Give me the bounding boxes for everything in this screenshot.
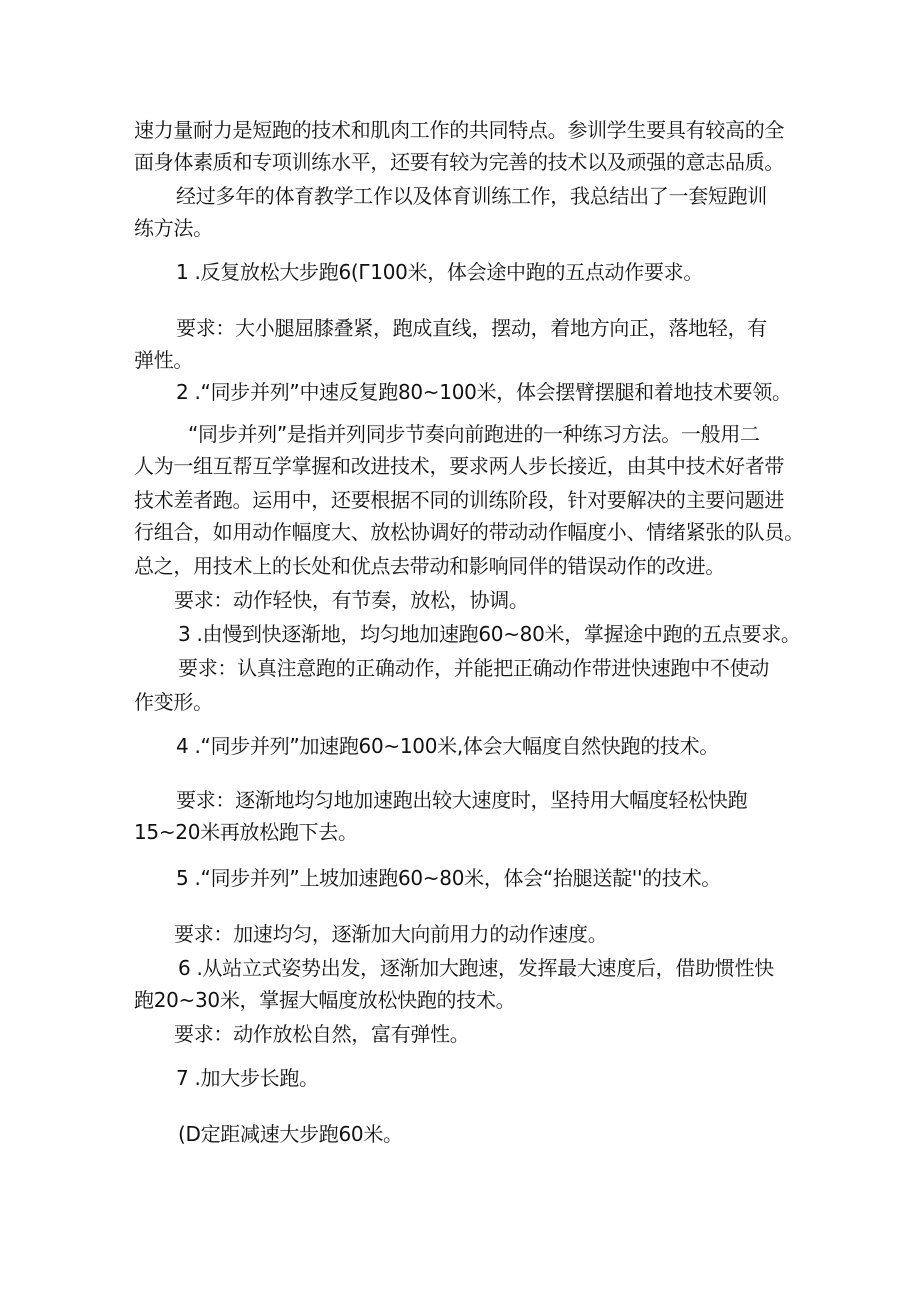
list-item-2: 2 .“同步并列”中速反复跑80~100米，体会摆臂摆腿和着地技术要领。 (176, 380, 792, 404)
text-line: 人为一组互帮互学掌握和改进技术，要求两人步长接近，由其中技术好者带 (134, 454, 785, 478)
list-item-7: 7 .加大步长跑。 (176, 1066, 319, 1090)
list-item-4: 4 .“同步并列”加速跑60~100米,体会大幅度自然快跑的技术。 (176, 734, 720, 758)
list-item-3: 3 .由慢到快逐渐地，均匀地加速跑60~80米，掌握途中跑的五点要求。 (178, 622, 801, 646)
text-line: 速力量耐力是短跑的技术和肌肉工作的共同特点。参训学生要具有较高的全 (134, 118, 785, 142)
requirement-text: 要求：大小腿屈膝叠紧，跑成直线，摆动，着地方向正，落地轻，有 (176, 316, 767, 340)
text-line: 技术差者跑。运用中，还要根据不同的训练阶段，针对要解决的主要问题进 (134, 488, 785, 512)
text-line: 作变形。 (134, 690, 213, 714)
text-line: 总之，用技术上的长处和优点去带动和影响同伴的错误动作的改进。 (134, 554, 725, 578)
requirement-text: 要求：加速均匀，逐渐加大向前用力的动作速度。 (174, 922, 608, 946)
text-line: 练方法。 (134, 216, 213, 240)
sub-list-item: (D定距减速大步跑60米。 (178, 1122, 403, 1146)
text-line: 行组合，如用动作幅度大、放松协调好的带动动作幅度小、情绪紧张的队员。 (134, 520, 804, 544)
list-item-6: 6 .从站立式姿势出发，逐渐加大跑速，发挥最大速度后，借助惯性快 (178, 956, 774, 980)
list-item-5: 5 .“同步并列”上坡加速跑60~80米，体会“抬腿送靛''的技术。 (176, 866, 721, 890)
text-line: 弹性。 (134, 348, 194, 372)
text-line: 经过多年的体育教学工作以及体育训练工作，我总结出了一套短跑训 (176, 184, 767, 208)
list-item-1: 1 .反复放松大步跑6(Г100米，体会途中跑的五点动作要求。 (176, 260, 704, 284)
requirement-text: 要求：动作放松自然，富有弹性。 (174, 1022, 470, 1046)
text-line: 跑20~30米，掌握大幅度放松快跑的技术。 (134, 988, 516, 1012)
requirement-text: 要求：逐渐地均匀地加速跑出较大速度时，坚持用大幅度轻松快跑 (176, 788, 748, 812)
requirement-text: 要求：认真注意跑的正确动作，并能把正确动作带进快速跑中不使动 (178, 656, 769, 680)
text-line: “同步并列”是指并列同步节奏向前跑进的一种练习方法。一般用二 (188, 422, 760, 446)
text-line: 15~20米再放松跑下去。 (134, 820, 358, 844)
text-line: 面身体素质和专项训练水平，还要有较为完善的技术以及顽强的意志品质。 (134, 150, 785, 174)
requirement-text: 要求：动作轻快，有节奏，放松，协调。 (174, 588, 529, 612)
